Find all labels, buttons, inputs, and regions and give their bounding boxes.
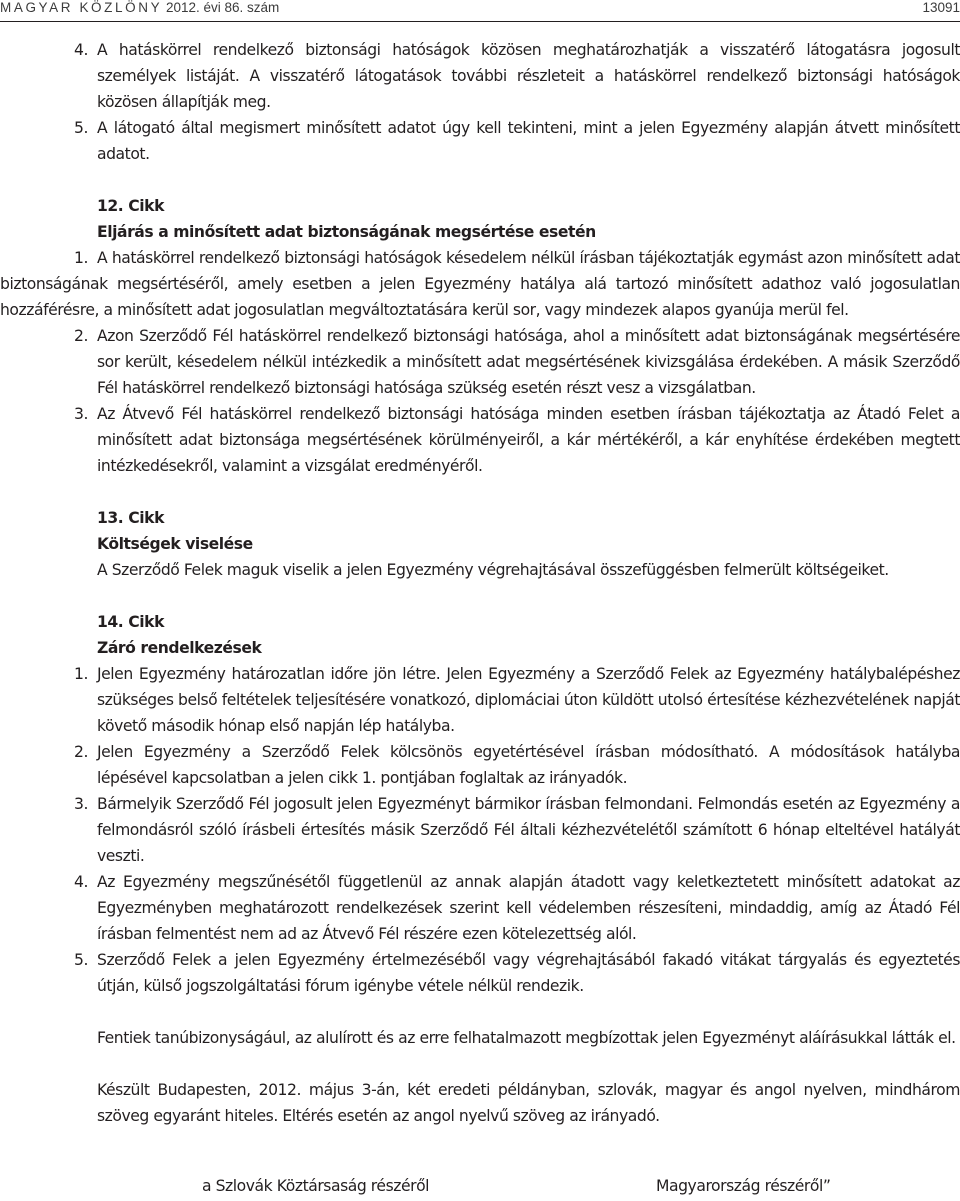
- article-13-number: 13. Cikk: [97, 509, 164, 527]
- list-item: 1. Jelen Egyezmény határozatlan időre jön létre. Jelen Egyezmény a Szerződő Felek az Egyezmény hatálybalépéshez szükséges belső feltételek teljesítésére vonatkozó, diplomáciai úton küldött utolsó értesítése kézhezvételének napját követő második hónap első napján lép hatályba.: [74, 665, 960, 735]
- signature-slovakia: a Szlovák Köztársaság részéről: [202, 1177, 430, 1195]
- running-head: [0, 0, 279, 15]
- list-item: 5. Szerződő Felek a jelen Egyezmény értelmezéséből vagy végrehajtásából fakadó vitákat tárgyalás és egyeztetés útján, külső jogszolgáltatási fórum igénybe vétele nélkül rendezik.: [74, 951, 960, 995]
- issue-label: 2012. évi 86. szám: [165, 0, 280, 15]
- article-14-title: Záró rendelkezések: [97, 639, 262, 657]
- list-item: 3. Az Átvevő Fél hatáskörrel rendelkező biztonsági hatósága minden esetben írásban tájékoztatja az Átadó Felet a minősített adat biztonsága megsértésének körülményeiről, a kár mértékéről, a kár enyhítése érdekében megtett intézkedésekről, valamint a vizsgálat eredményéről.: [74, 405, 960, 475]
- header-divider: [0, 21, 960, 22]
- page-header: [0, 0, 960, 18]
- article-12-number: 12. Cikk: [97, 197, 164, 215]
- document-body: [0, 37, 960, 1129]
- gazette-title: MAGYAR KÖZLÖNY: [0, 0, 163, 15]
- list-item: 3. Bármelyik Szerződő Fél jogosult jelen Egyezményt bármikor írásban felmondani. Felmondás esetén az Egyezmény a felmondásról szóló írásbeli értesítés másik Szerződő Fél általi kézhezvételétől számított 6 hónap elteltével hatályát veszti.: [74, 795, 960, 865]
- list-item: 4. A hatáskörrel rendelkező biztonsági hatóságok közösen meghatározhatják a visszatérő látogatásra jogosult személyek listáját. A visszatérő látogatások további részleteit a hatáskörrel rendelkező biztonsági hatóságok közösen állapítják meg.: [74, 41, 960, 111]
- witness-clause: Fentiek tanúbizonyságául, az alulírott és az erre felhatalmazott megbízottak jelen Egyezményt aláírásukkal látták el.: [97, 1029, 956, 1047]
- article-13-title: Költségek viselése: [97, 535, 253, 553]
- list-item: 2. Jelen Egyezmény a Szerződő Felek kölcsönös egyetértésével írásban módosítható. A módosítások hatályba lépésével kapcsolatban a jelen cikk 1. pontjában foglaltak az irányadók.: [74, 743, 960, 787]
- list-item: 4. Az Egyezmény megszűnésétől függetlenül az annak alapján átadott vagy keletkeztetett minősített adatokat az Egyezményben meghatározott rendelkezések szerint kell védelemben részesíteni, mindaddig, amíg az Átadó Fél írásban felmentést nem ad az Átvevő Fél részére ezen kötelezettség alól.: [74, 873, 960, 943]
- article-12-title: Eljárás a minősített adat biztonságának megsértése esetén: [97, 223, 596, 241]
- page-number: 13091: [922, 0, 960, 15]
- list-item: 2. Azon Szerződő Fél hatáskörrel rendelkező biztonsági hatósága, ahol a minősített adat biztonságának megsértésére sor került, késedelem nélkül intézkedik a minősített adat megsértésének kivizsgálása érdekében. A másik Szerződő Fél hatáskörrel rendelkező biztonsági hatósága szükség esetén részt vesz a vizsgálatban.: [74, 327, 960, 397]
- done-at-clause: Készült Budapesten, 2012. május 3-án, két eredeti példányban, szlovák, magyar és angol nyelven, mindhárom szöveg egyaránt hiteles. Eltérés esetén az angol nyelvű szöveg az irányadó.: [97, 1081, 960, 1125]
- article-14-number: 14. Cikk: [97, 613, 164, 631]
- list-item: 5. A látogató által megismert minősített adatot úgy kell tekinteni, mint a jelen Egyezmény alapján átvett minősített adatot.: [74, 119, 960, 163]
- list-item: 1. A hatáskörrel rendelkező biztonsági hatóságok késedelem nélkül írásban tájékoztatják egymást azon minősített adat biztonságának megsértéséről, amely esetben a jelen Egyezmény hatálya alá tartozó minősített adathoz való jogosulatlan hozzáférésre, a minősített adat jogosulatlan megváltoztatására kerül sor, vagy mindezek alapos gyanúja merül fel.: [0, 249, 960, 319]
- signature-hungary: Magyarország részéről”: [656, 1177, 831, 1195]
- signature-block: [0, 1177, 960, 1201]
- article-13-text: A Szerződő Felek maguk viselik a jelen Egyezmény végrehajtásával összefüggésben felmerült költségeiket.: [97, 561, 889, 579]
